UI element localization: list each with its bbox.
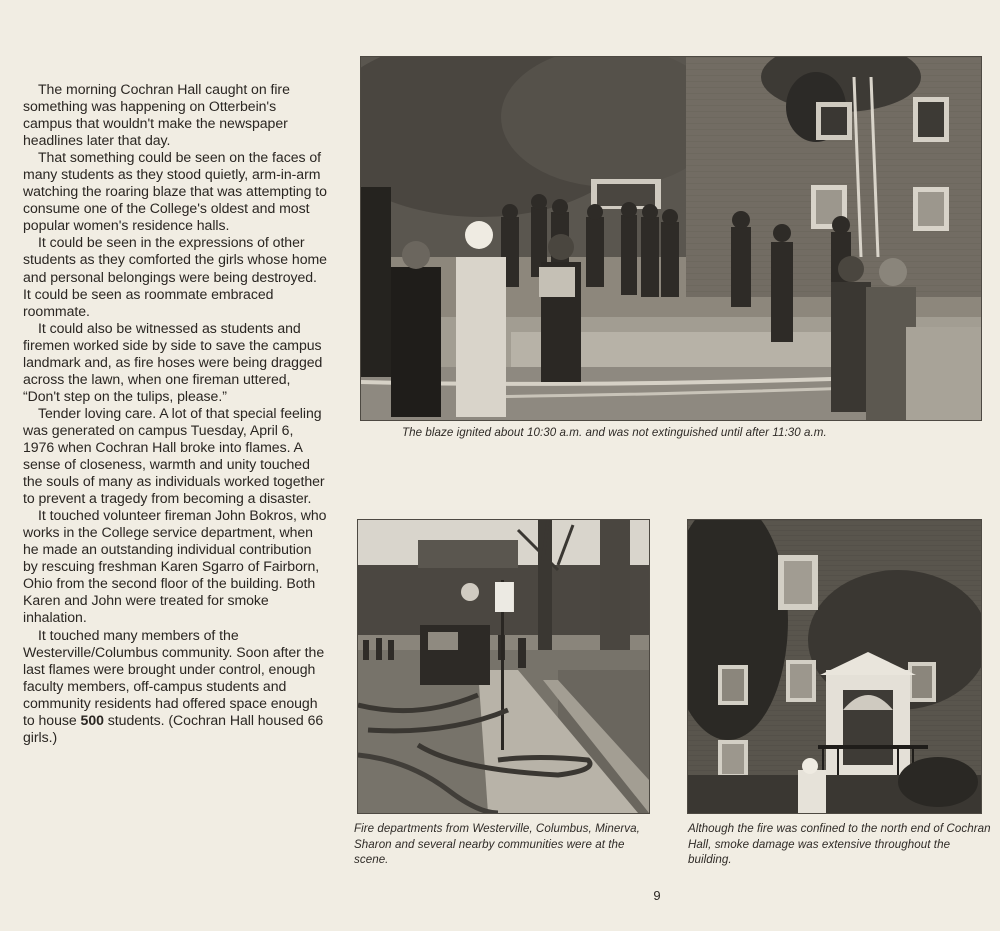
- article-paragraph: It could also be witnessed as students and firemen worked side by side to save the campus landmark and, as fire hoses were being dragged across the lawn, when one fireman uttered, “Don't step on the tulips, please.”: [23, 319, 323, 404]
- photo-smoke-damage-image: [688, 520, 981, 813]
- article-paragraph: That something could be seen on the faces of many students as they stood quietly, arm-in-arm watching the roaring blaze that was attempting to consume one of the College's oldest and most popular women's residence halls.: [23, 149, 327, 234]
- article-body: [23, 81, 328, 746]
- caption-top: The blaze ignited about 10:30 a.m. and was not extinguished until after 11:30 a.m.: [402, 426, 827, 439]
- article-paragraph: It could be seen in the expressions of other students as they comforted the girls whose home and personal belongings were being destroyed. It could be seen as roommate embraced roommate.: [23, 234, 327, 319]
- caption-bottom-right: Although the fire was confined to the north end of Cochran Hall, smoke damage was extensive throughout the building.: [688, 822, 991, 866]
- text-run: students. (Cochran Hall housed 66 girls.): [23, 711, 324, 745]
- caption-bottom-left: Fire departments from Westerville, Columbus, Minerva, Sharon and several nearby communities were at the scene.: [354, 822, 640, 866]
- article-paragraph: Tender loving care. A lot of that special feeling was generated on campus Tuesday, April 6, 1976 when Cochran Hall broke into flames. A sense of closeness, warmth and unity touched the souls of many as individuals worked together to prevent a tragedy from becoming a disaster.: [23, 404, 325, 507]
- bold-number: 500: [80, 711, 104, 728]
- photo-fire-crowd: [360, 56, 982, 421]
- article-paragraph: The morning Cochran Hall caught on fire something was happening on Otterbein's campus that wouldn't make the newspaper headlines later that day.: [23, 81, 290, 149]
- photo-smoke-damage: [687, 519, 982, 814]
- text-run: It touched many members of the Westerville/Columbus community. Soon after the last flames were brought under control, enough faculty members, off-campus students and community residents had offered space enough to house: [23, 626, 325, 728]
- photo-fire-trucks: [357, 519, 650, 814]
- photo-fire-crowd-image: [361, 57, 981, 420]
- article-paragraph: It touched volunteer fireman John Bokros, who works in the College service department, when he made an outstanding individual contribution by rescuing freshman Karen Sgarro of Fairborn, Ohio from the second floor of the building. Both Karen and John were treated for smoke inhalation.: [23, 507, 327, 626]
- photo-fire-trucks-image: [358, 520, 649, 813]
- article-paragraph-last: [23, 627, 328, 746]
- page-number: 9: [653, 888, 661, 903]
